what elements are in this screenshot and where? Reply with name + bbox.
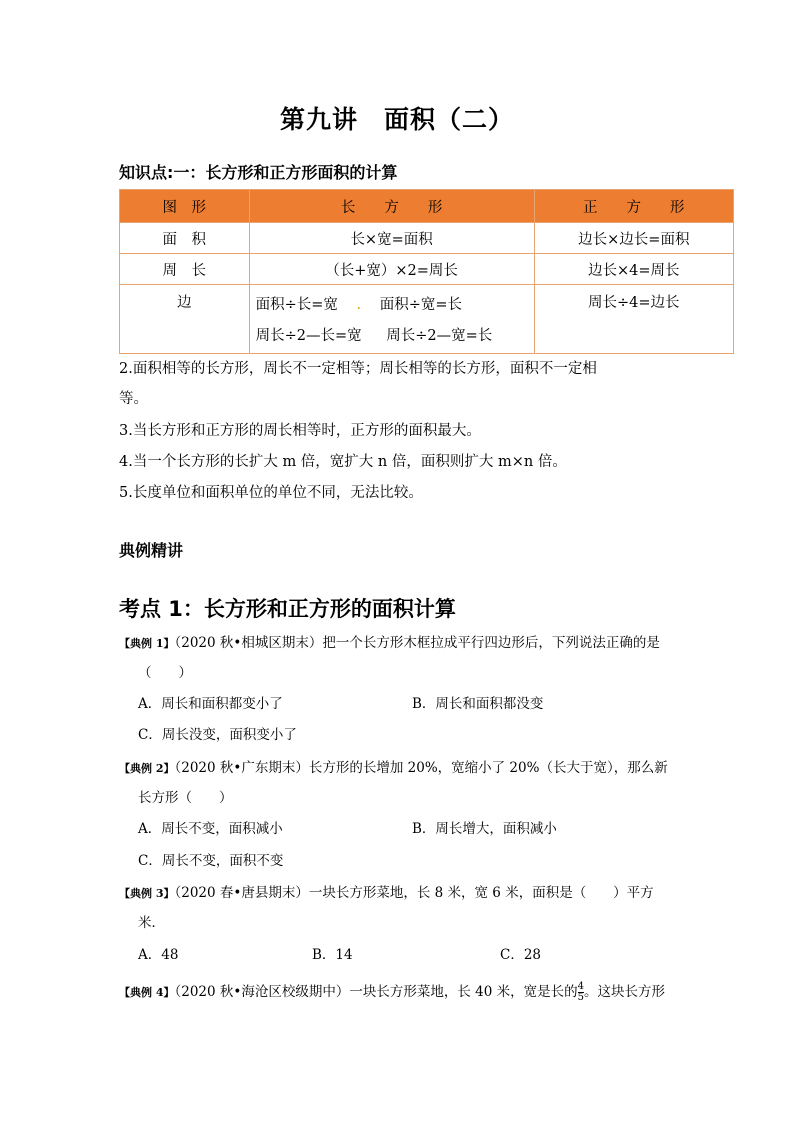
question-2 xyxy=(119,758,668,779)
point-4: 4.当一个长方形的长扩大 m 倍，宽扩大 n 倍，面积则扩大 m×n 倍。 xyxy=(119,454,567,470)
question-line2: 米． xyxy=(138,915,165,931)
question-tag: 【典例 2】 xyxy=(119,762,175,775)
option-a: A．周长不变，面积减小 xyxy=(138,821,283,837)
fraction-numerator: 4 xyxy=(577,981,584,992)
fraction-denominator: 5 xyxy=(577,992,584,1003)
point-2: 2.面积相等的长方形，周长不一定相等；周长相等的长方形，面积不一定相 xyxy=(119,361,597,377)
square-formula-edge: 周长÷4=边长 xyxy=(534,285,733,354)
table-row-area xyxy=(120,223,734,254)
question-1 xyxy=(119,633,660,654)
point-3: 3.当长方形和正方形的周长相等时，正方形的面积最大。 xyxy=(119,423,481,439)
edge-formula: 面积÷宽=长 xyxy=(379,297,463,313)
question-text: （2020 春•唐县期末）一块长方形菜地，长 8 米，宽 6 米，面积是（ ）平方 xyxy=(174,885,654,901)
formula-table xyxy=(119,189,734,354)
question-3 xyxy=(119,883,654,904)
row-label: 边 xyxy=(120,285,250,354)
rect-formula: 长×宽=面积 xyxy=(249,223,534,254)
point-2-cont: 等。 xyxy=(119,391,148,407)
question-line2: 长方形（ ） xyxy=(138,790,233,806)
knowledge-point-title: 知识点:一：长方形和正方形面积的计算 xyxy=(119,163,398,182)
question-text: （2020 秋•海沧区校级期中）一块长方形菜地，长 40 米，宽是长的 xyxy=(174,984,578,1000)
question-tag: 【典例 4】 xyxy=(119,986,175,999)
header-rectangle: 长 方 形 xyxy=(249,190,534,223)
rect-formula-edge: 面积÷长=宽 . 面积÷宽=长 周长÷2—长=宽 周长÷2—宽=长 xyxy=(249,285,534,354)
option-b: B．周长增大，面积减小 xyxy=(412,821,557,837)
edge-formula: 周长÷2—长=宽 xyxy=(255,328,362,344)
table-row-perimeter xyxy=(120,254,734,285)
kaodian-heading: 考点 1：长方形和正方形的面积计算 xyxy=(119,597,456,621)
page-title: 第九讲 面积（二） xyxy=(279,105,514,134)
header-shape: 图 形 xyxy=(120,190,250,223)
option-c: C．周长没变，面积变小了 xyxy=(138,727,297,743)
option-c: C．周长不变，面积不变 xyxy=(138,853,284,869)
question-text: （2020 秋•相城区期末）把一个长方形木框拉成平行四边形后，下列说法正确的是 xyxy=(174,635,660,651)
edge-formula: 面积÷长=宽 xyxy=(255,297,338,313)
question-text: （2020 秋•广东期末）长方形的长增加 20%，宽缩小了 20%（长大于宽），那么新 xyxy=(174,760,668,776)
question-tag: 【典例 1】 xyxy=(119,637,175,650)
option-b: B．周长和面积都没变 xyxy=(412,696,544,712)
header-square: 正 方 形 xyxy=(534,190,733,223)
option-a: A．48 xyxy=(138,947,179,963)
question-4 xyxy=(119,982,665,1003)
option-c: C．28 xyxy=(500,947,542,963)
option-b: B．14 xyxy=(312,947,353,963)
section-heading: 典例精讲 xyxy=(119,541,184,560)
question-tag: 【典例 3】 xyxy=(119,887,175,900)
option-a: A．周长和面积都变小了 xyxy=(138,696,283,712)
row-label: 面 积 xyxy=(120,223,250,254)
table-row-edge xyxy=(120,285,734,354)
question-blank: （ ） xyxy=(138,665,192,681)
edge-formula: 周长÷2—宽=长 xyxy=(386,328,493,344)
point-5: 5.长度单位和面积单位的单位不同，无法比较。 xyxy=(119,485,423,501)
table-header-row xyxy=(120,190,734,223)
rect-formula: （长+宽）×2=周长 xyxy=(249,254,534,285)
row-label: 周 长 xyxy=(120,254,250,285)
square-formula: 边长×边长=面积 xyxy=(534,223,733,254)
question-text-end: 。这块长方形 xyxy=(583,984,665,1000)
square-formula: 边长×4=周长 xyxy=(534,254,733,285)
